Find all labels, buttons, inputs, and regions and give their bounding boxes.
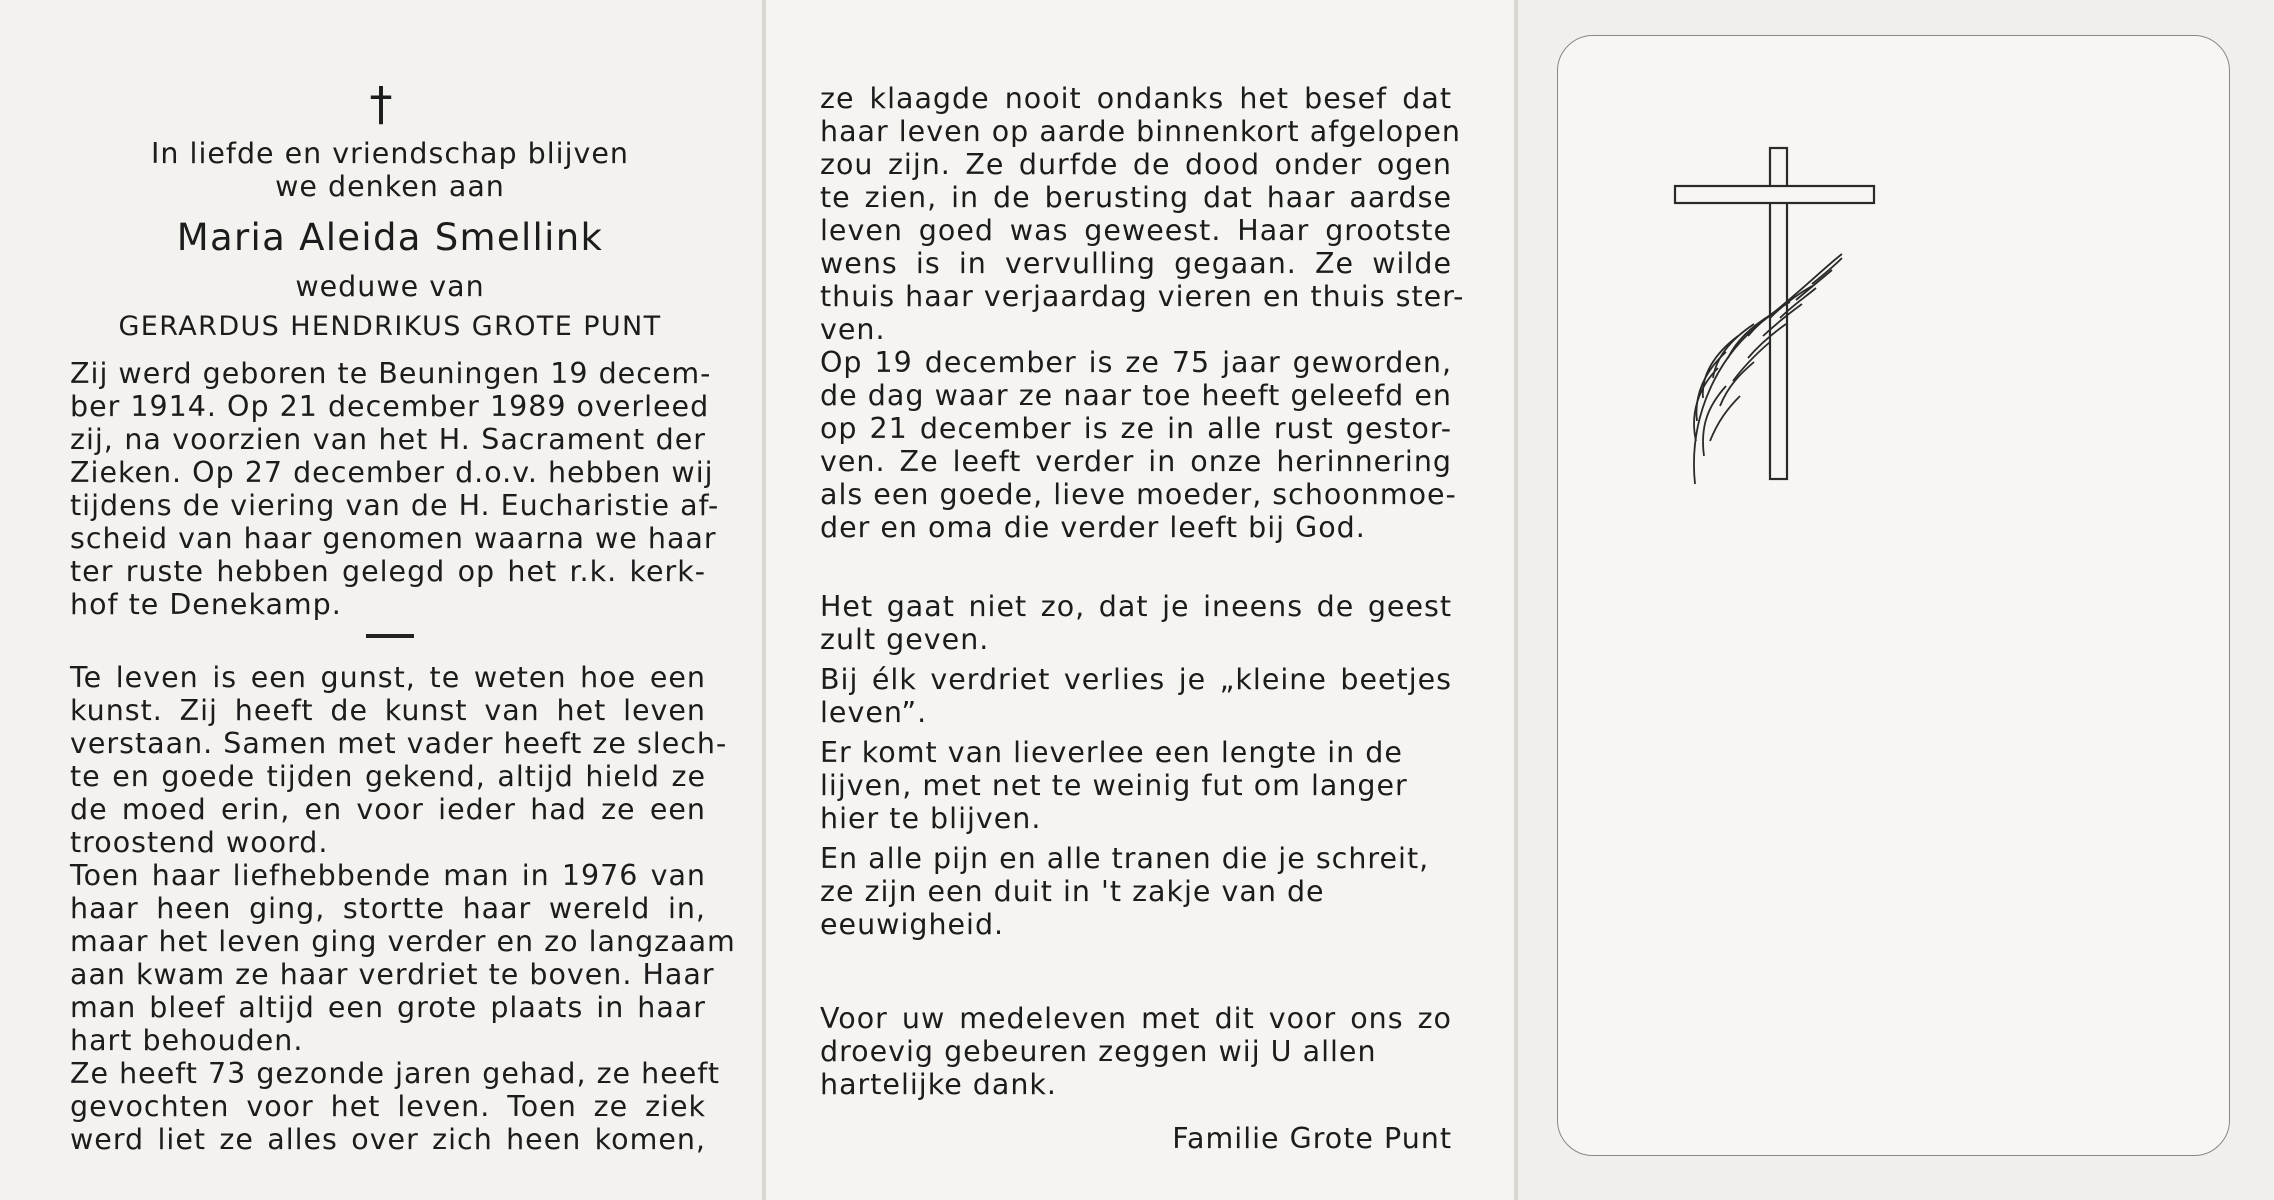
text-line: de moed erin, en voor ieder had ze een [70,793,706,826]
text-line: Voor uw medeleven met dit voor ons zo [820,1002,1452,1035]
text-line: hartelijke dank. [820,1068,1057,1101]
text-line: verstaan. Samen met vader heeft ze slech- [70,727,728,760]
signature: Familie Grote Punt [1172,1122,1452,1155]
text-line: ze klaagde nooit ondanks het besef dat [820,82,1452,115]
text-line: scheid van haar genomen waarna we haar [70,522,717,555]
text-line: maar het leven ging verder en zo langzaam [70,925,736,958]
text-line: haar heen ging, stortte haar wereld in, [70,892,706,925]
poem-line: ze zijn een duit in 't zakje van de [820,875,1325,908]
text-line: haar leven op aarde binnenkort afgelopen [820,115,1461,148]
text-line: op 21 december is ze in alle rust gestor- [820,412,1452,445]
text-line: te en goede tijden gekend, altijd hield ze [70,760,706,793]
intro-line: we denken aan [275,170,505,203]
intro-line: In liefde en vriendschap blijven [151,137,629,170]
text-line: thuis haar verjaardag vieren en thuis ster- [820,280,1465,313]
poem-line: lijven, met net te weinig fut om langer [820,769,1408,802]
text-line: ven. Ze leeft verder in onze herinnering [820,445,1452,478]
text-line: man bleef altijd een grote plaats in haar [70,991,706,1024]
thanks-paragraph [820,1002,1452,1101]
text-line: Zij werd geboren te Beuningen 19 decem- [70,357,712,390]
text-line: Op 19 december is ze 75 jaar geworden, [820,346,1452,379]
text-line: zij, na voorzien van het H. Sacrament der [70,423,706,456]
poem-line: En alle pijn en alle tranen die je schreit, [820,842,1430,875]
text-line: de dag waar ze naar toe heeft geleefd en [820,379,1452,412]
text-line: Ze heeft 73 gezonde jaren gehad, ze heeft [70,1057,720,1090]
text-line: wens is in vervulling gegaan. Ze wilde [820,247,1452,280]
text-line: Te leven is een gunst, te weten hoe een [70,661,706,694]
text-line: hart behouden. [70,1024,304,1057]
text-line: ter ruste hebben gelegd op het r.k. kerk- [70,555,706,588]
text-line: Zieken. Op 27 december d.o.v. hebben wij [70,456,714,489]
text-line: der en oma die verder leeft bij God. [820,511,1366,544]
bio-paragraph [70,357,720,621]
right-panel [1518,0,2274,1200]
text-line: werd liet ze alles over zich heen komen, [70,1123,706,1156]
poem-line: Bij élk verdriet verlies je „kleine beetjes [820,663,1452,696]
widow-of-label: weduwe van [295,270,485,303]
poem-line: eeuwigheid. [820,908,1005,941]
deceased-name: Maria Aleida Smellink [176,216,604,259]
text-line: zou zijn. Ze durfde de dood onder ogen [820,148,1452,181]
text-line: hof te Denekamp. [70,588,342,621]
poem-line: Het gaat niet zo, dat je ineens de geest [820,590,1452,623]
text-line: leven goed was geweest. Haar grootste [820,214,1452,247]
cross-with-palm-branch-icon [1558,36,2229,1155]
text-line: als een goede, lieve moeder, schoonmoe- [820,478,1457,511]
card-frame [1557,35,2230,1156]
poem [820,590,1452,941]
text-line: ber 1914. Op 21 december 1989 overleed [70,390,710,423]
text-line: kunst. Zij heeft de kunst van het leven [70,694,706,727]
poem-line: Er komt van lieverlee een lengte in de [820,736,1403,769]
intro-text [70,137,710,203]
text-line: aan kwam ze haar verdriet te boven. Haar [70,958,715,991]
left-panel [0,0,762,1200]
text-line: te zien, in de berusting dat haar aardse [820,181,1452,214]
cross-icon: † [369,77,393,131]
text-line: tijdens de viering van de H. Eucharistie af- [70,489,720,522]
text-line: droevig gebeuren zeggen wij U allen [820,1035,1377,1068]
poem-line: zult geven. [820,623,990,656]
text-line: troostend woord. [70,826,329,859]
separator-dash [366,634,414,638]
poem-line: hier te blijven. [820,802,1042,835]
text-line: ven. [820,313,886,346]
husband-name: GERARDUS HENDRIKUS GROTE PUNT [118,311,662,342]
poem-line: leven”. [820,696,928,729]
continued-paragraph [820,82,1465,544]
life-paragraph [70,661,736,1156]
middle-panel [766,0,1514,1200]
text-line: Toen haar liefhebbende man in 1976 van [70,859,706,892]
text-line: gevochten voor het leven. Toen ze ziek [70,1090,706,1123]
